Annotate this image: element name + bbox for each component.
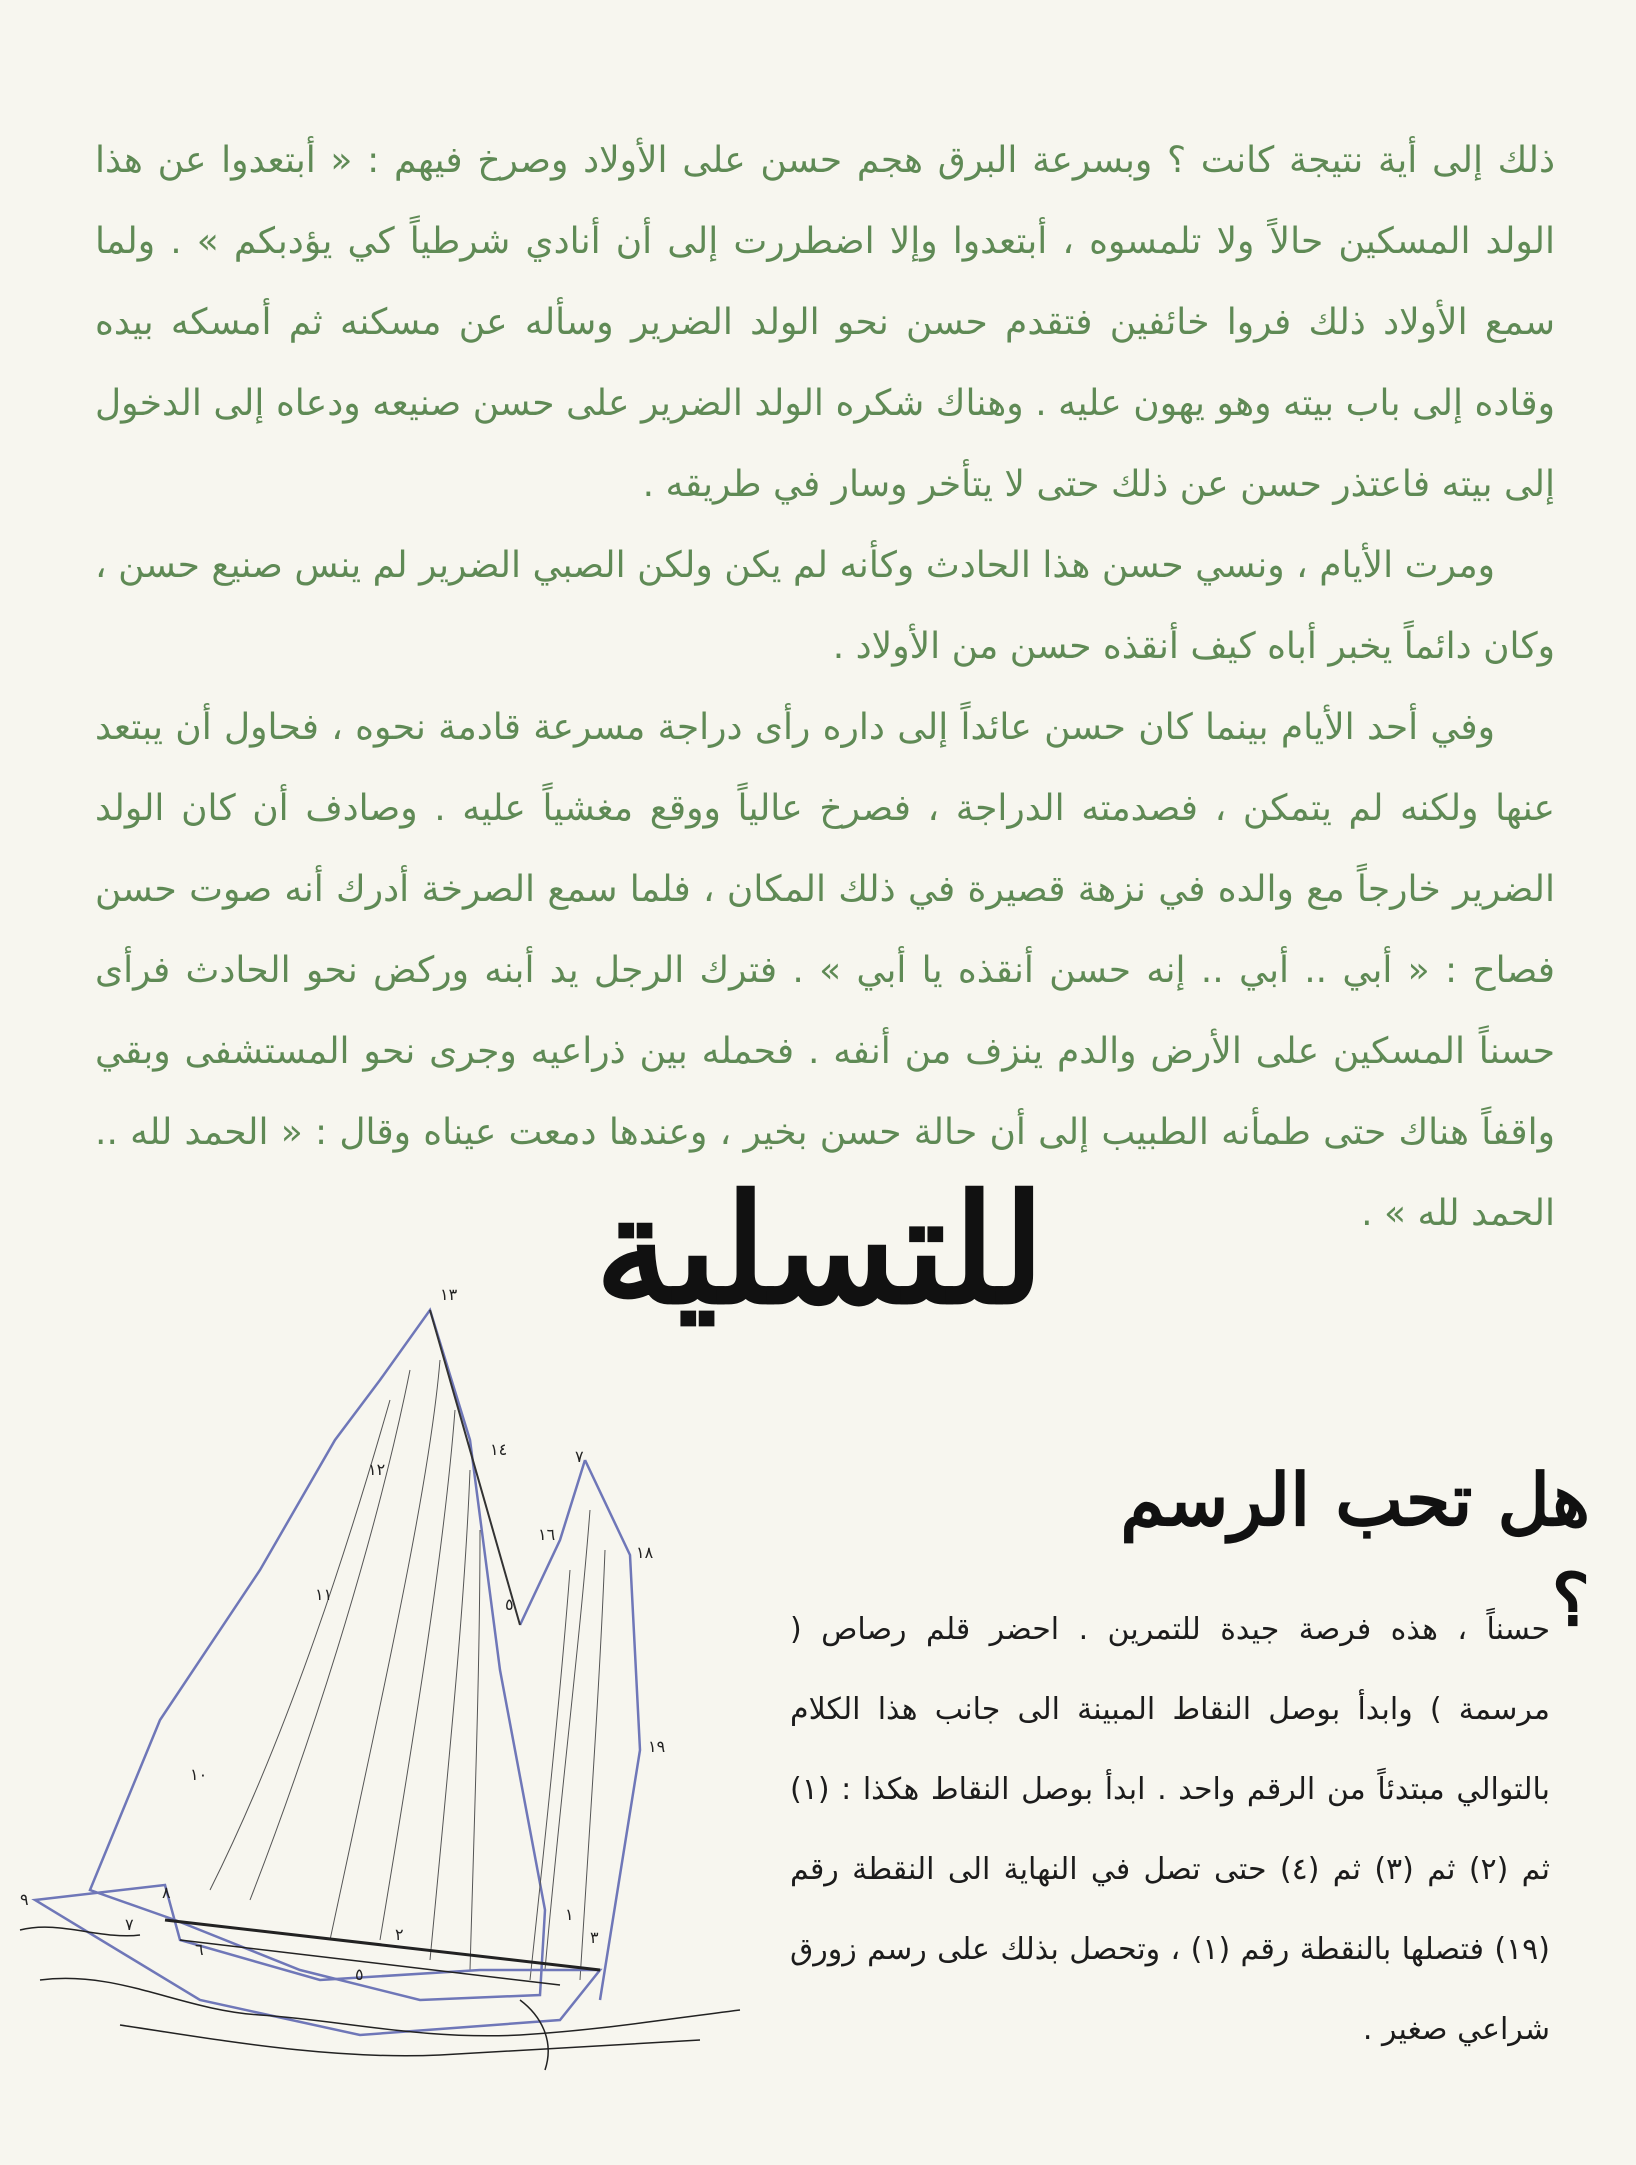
dot-11-label: ١١	[315, 1585, 333, 1604]
dot-15-label: ٥	[505, 1595, 514, 1614]
sailboat-dot-drawing	[0, 1280, 760, 2160]
dot-9-label: ٩	[20, 1890, 29, 1909]
dot-2-label: ٢	[395, 1925, 404, 1944]
section-subtitle: هل تحب الرسم ؟	[1120, 1457, 1590, 1642]
dot-19-label: ١٩	[648, 1737, 666, 1756]
dot-8-label: ٨	[162, 1883, 171, 1902]
dot-1-label: ١	[565, 1905, 574, 1924]
dot-17-label: ٧	[575, 1447, 584, 1466]
dot-5-label: ٥	[355, 1965, 364, 1984]
dot-13-label: ١٣	[440, 1285, 458, 1304]
dot-7-label: ٧	[125, 1915, 134, 1934]
dot-12-label: ١٢	[368, 1460, 386, 1479]
instructions-paragraph: حسناً ، هذه فرصة جيدة للتمرين . احضر قلم رصاص ( مرسمة ) وابدأ بوصل النقاط المبينة الى جانب هذا الكلام بالتوالي مبتدئاً من الرقم واحد . ابدأ بوصل النقاط هكذا : (١) ثم (٢) ثم (٣) ثم (٤) حتى تصل في النهاية الى النقطة رقم (١٩) فتصلها بالنقطة رقم (١) ، وتحصل بذلك على رسم زورق شراعي صغير .	[790, 1612, 1550, 2047]
section-title: للتسلية	[595, 1162, 1045, 1338]
dot-10-label: ١٠	[190, 1765, 208, 1784]
story-paragraph: وفي أحد الأيام بينما كان حسن عائداً إلى داره رأى دراجة مسرعة قادمة نحوه ، فحاول أن يبتعد عنها ولكنه لم يتمكن ، فصدمته الدراجة ، فصرخ عالياً ووقع مغشياً عليه . وصادف أن كان الولد الضرير خارجاً مع والده في نزهة قصيرة في ذلك المكان ، فلما سمع الصرخة أدرك أنه صوت حسن فصاح : « أبي .. أبي .. إنه حسن أنقذه يا أبي » . فترك الرجل يد أبنه وركض نحو الحادث فرأى حسناً المسكين على الأرض والدم ينزف من أنفه . فحمله بين ذراعيه وجرى نحو المستشفى وبقي واقفاً هناك حتى طمأنه الطبيب إلى أن حالة حسن بخير ، وعندها دمعت عيناه وقال : « الحمد لله .. الحمد لله » .	[95, 707, 1555, 1234]
dot-14-label: ١٤	[490, 1440, 508, 1459]
dot-18-label: ١٨	[636, 1543, 654, 1562]
dot-16-label: ١٦	[538, 1525, 556, 1544]
story-paragraph: ذلك إلى أية نتيجة كانت ؟ وبسرعة البرق هجم حسن على الأولاد وصرخ فيهم : « أبتعدوا عن هذا الولد المسكين حالاً ولا تلمسوه ، أبتعدوا وإلا اضطررت إلى أن أنادي شرطياً كي يؤدبكم » . ولما سمع الأولاد ذلك فروا خائفين فتقدم حسن نحو الولد الضرير وسأله عن مسكنه ثم أمسكه بيده وقاده إلى باب بيته وهو يهون عليه . وهناك شكره الولد الضرير على حسن صنيعه ودعاه إلى الدخول إلى بيته فاعتذر حسن عن ذلك حتى لا يتأخر وسار في طريقه .	[95, 140, 1555, 505]
dot-6-label: ٦	[195, 1940, 204, 1959]
dot-3-label: ٣	[590, 1928, 599, 1947]
story-text	[95, 120, 1555, 1254]
story-paragraph: ومرت الأيام ، ونسي حسن هذا الحادث وكأنه لم يكن ولكن الصبي الضرير لم ينس صنيع حسن ، وكان دائماً يخبر أباه كيف أنقذه حسن من الأولاد .	[95, 545, 1555, 667]
instructions-text	[790, 1590, 1550, 2070]
sailboat-illustration	[0, 1280, 760, 2160]
